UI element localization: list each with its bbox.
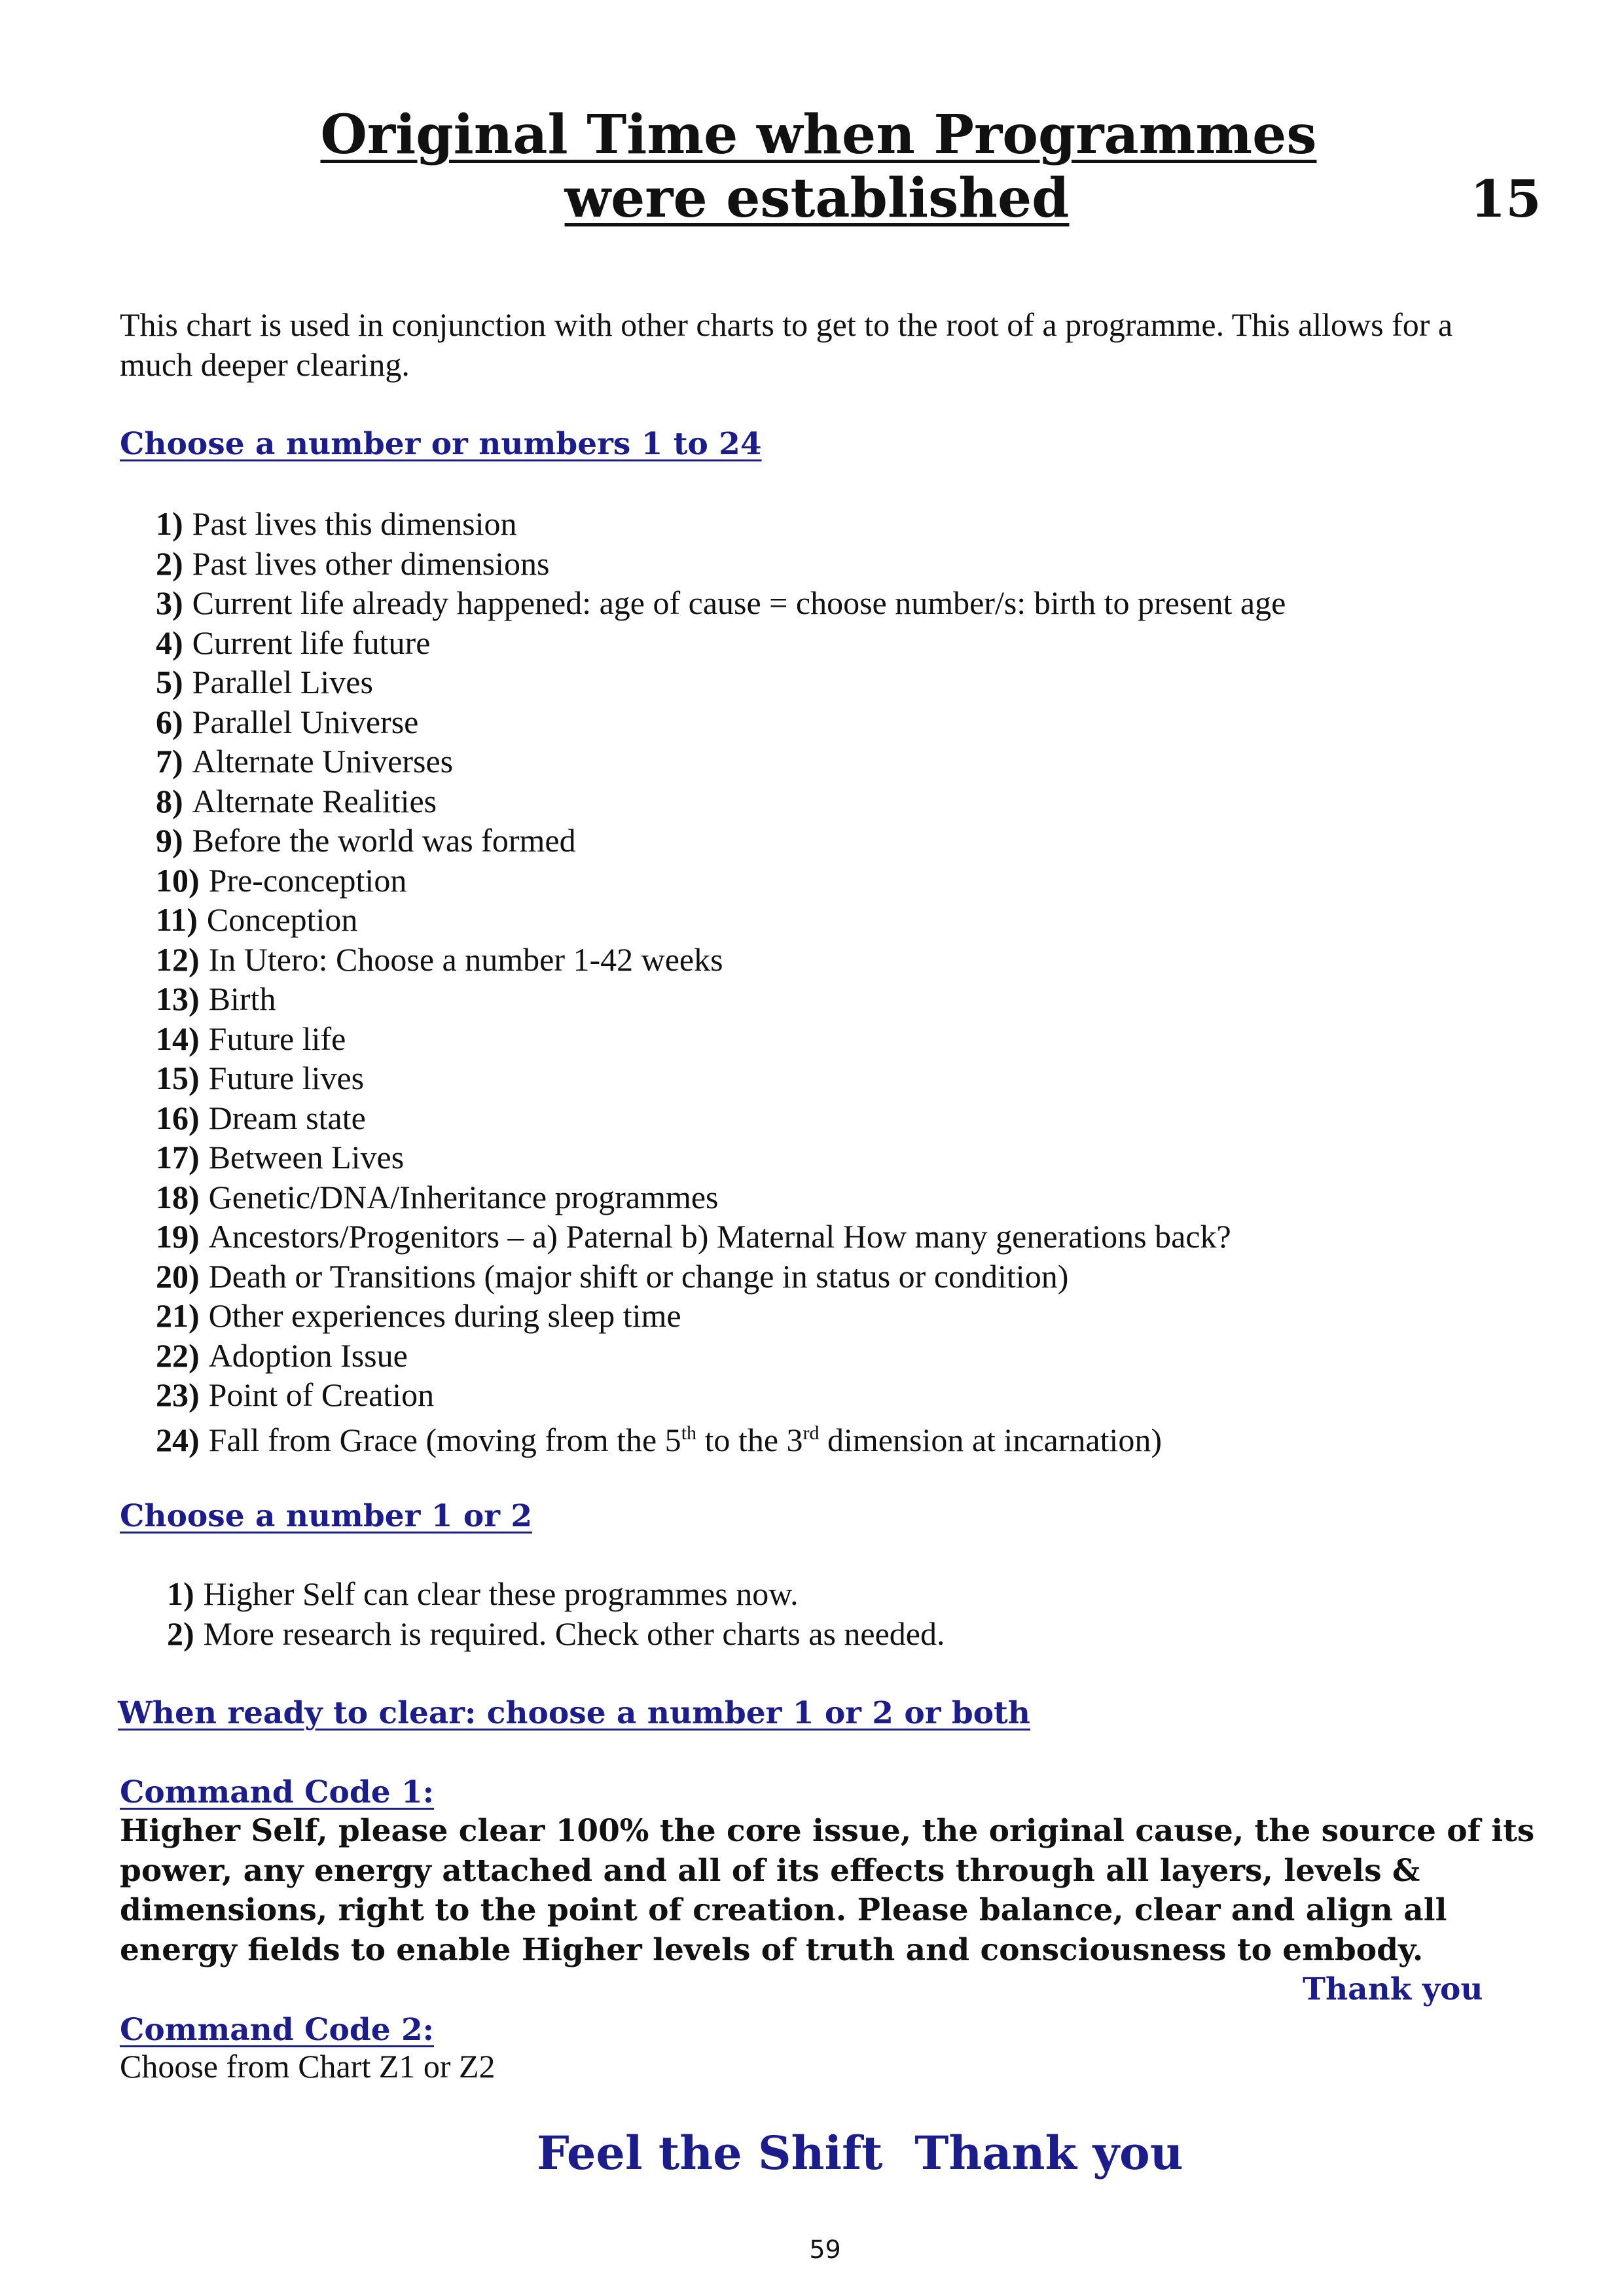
page-title-line2: were established — [564, 167, 1070, 230]
list-item: 10) Pre-conception — [156, 861, 407, 899]
command-code-1-thanks: Thank you — [1303, 1971, 1483, 2007]
intro-paragraph: This chart is used in conjunction with other charts to get to the root of a programme. This allows for a much deeper clearing. — [120, 306, 1453, 383]
command-code-2-text: Choose from Chart Z1 or Z2 — [120, 2048, 496, 2085]
command-line: power, any energy attached and all of its effects through all layers, levels & — [120, 1852, 1420, 1889]
list-item: 8) Alternate Realities — [156, 782, 437, 819]
section2-list — [167, 1574, 945, 1653]
list-item: 1) Past lives this dimension — [156, 505, 517, 542]
list-item: 11) Conception — [156, 901, 358, 938]
command-line: dimensions, right to the point of creation. Please balance, clear and align all — [120, 1892, 1447, 1928]
list-item: 20) Death or Transitions (major shift or change in status or condition) — [156, 1257, 1069, 1295]
list-item: 15) Future lives — [156, 1060, 365, 1096]
command-code-1-text — [120, 1812, 1534, 1970]
list-item: 22) Adoption Issue — [156, 1336, 408, 1374]
list-item: 12) In Utero: Choose a number 1-42 weeks — [156, 941, 723, 978]
closing-message: Feel the Shift Thank you — [537, 2126, 1183, 2180]
command-line: energy fields to enable Higher levels of truth and consciousness to embody. — [120, 1931, 1424, 1968]
list-item: 4) Current life future — [156, 624, 431, 661]
list-item: 14) Future life — [156, 1020, 346, 1057]
list-item: 17) Between Lives — [156, 1139, 405, 1175]
list-item: 18) Genetic/DNA/Inheritance programmes — [156, 1178, 719, 1215]
section1-heading: Choose a number or numbers 1 to 24 — [120, 426, 762, 462]
section1-list — [156, 504, 1286, 1460]
section2-heading: Choose a number 1 or 2 — [120, 1498, 533, 1534]
list-item: 2) More research is required. Check other charts as needed. — [167, 1615, 945, 1652]
page-title-line1: Original Time when Programmes — [320, 103, 1317, 166]
section3-heading: When ready to clear: choose a number 1 or 2 or both — [118, 1695, 1030, 1731]
list-item: 24) Fall from Grace (moving from the 5th to the 3rd dimension at incarnation) — [156, 1421, 1162, 1458]
list-item: 9) Before the world was formed — [156, 822, 576, 859]
list-item: 13) Birth — [156, 980, 276, 1017]
command-code-2-heading: Command Code 2: — [120, 2012, 435, 2048]
list-item: 1) Higher Self can clear these programmes now. — [167, 1575, 799, 1612]
list-item: 21) Other experiences during sleep time — [156, 1297, 681, 1334]
list-item: 3) Current life already happened: age of cause = choose number/s: birth to present age — [156, 584, 1286, 621]
chart-number: 15 — [1470, 170, 1542, 229]
list-item: 5) Parallel Lives — [156, 664, 373, 700]
page-number: 59 — [809, 2235, 841, 2264]
command-line: Higher Self, please clear 100% the core issue, the original cause, the source of its — [120, 1813, 1535, 1849]
list-item: 19) Ancestors/Progenitors – a) Paternal b) Maternal How many generations back? — [156, 1218, 1231, 1255]
list-item: 7) Alternate Universes — [156, 743, 454, 780]
command-code-1-heading: Command Code 1: — [120, 1774, 435, 1810]
list-item: 6) Parallel Universe — [156, 703, 419, 740]
list-item: 16) Dream state — [156, 1099, 366, 1136]
list-item: 23) Point of Creation — [156, 1376, 435, 1413]
list-item: 2) Past lives other dimensions — [156, 545, 550, 582]
